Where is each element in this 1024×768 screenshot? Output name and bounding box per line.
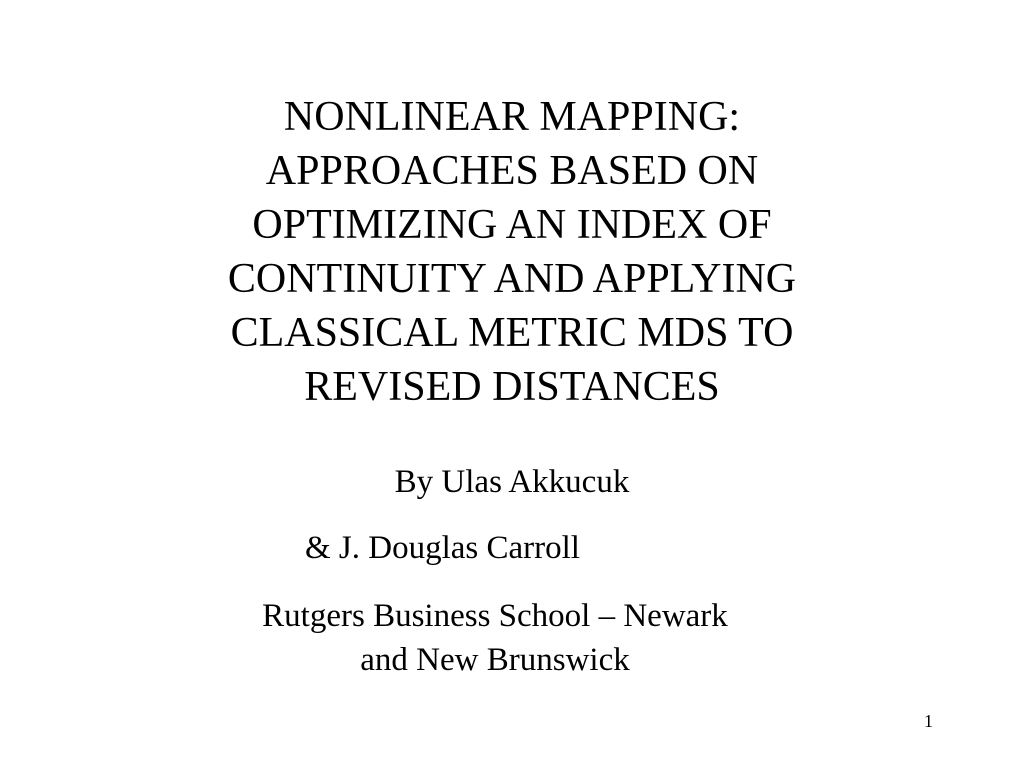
title-line: REVISED DISTANCES [304, 364, 720, 410]
title-line: NONLINEAR MAPPING: [283, 94, 741, 140]
title-line: APPROACHES BASED ON [265, 148, 759, 194]
title-line: CLASSICAL METRIC MDS TO [230, 310, 794, 356]
affiliation-line: Rutgers Business School – Newark [262, 598, 728, 634]
affiliation-line: and New Brunswick [360, 642, 630, 678]
page-number: 1 [924, 711, 933, 731]
slide-title [0, 90, 1024, 414]
author-line-secondary: & J. Douglas Carroll [305, 530, 580, 566]
title-line: OPTIMIZING AN INDEX OF [252, 202, 772, 248]
title-line: CONTINUITY AND APPLYING [227, 256, 797, 302]
author-line-primary: By Ulas Akkucuk [394, 464, 630, 500]
affiliation [0, 594, 990, 682]
